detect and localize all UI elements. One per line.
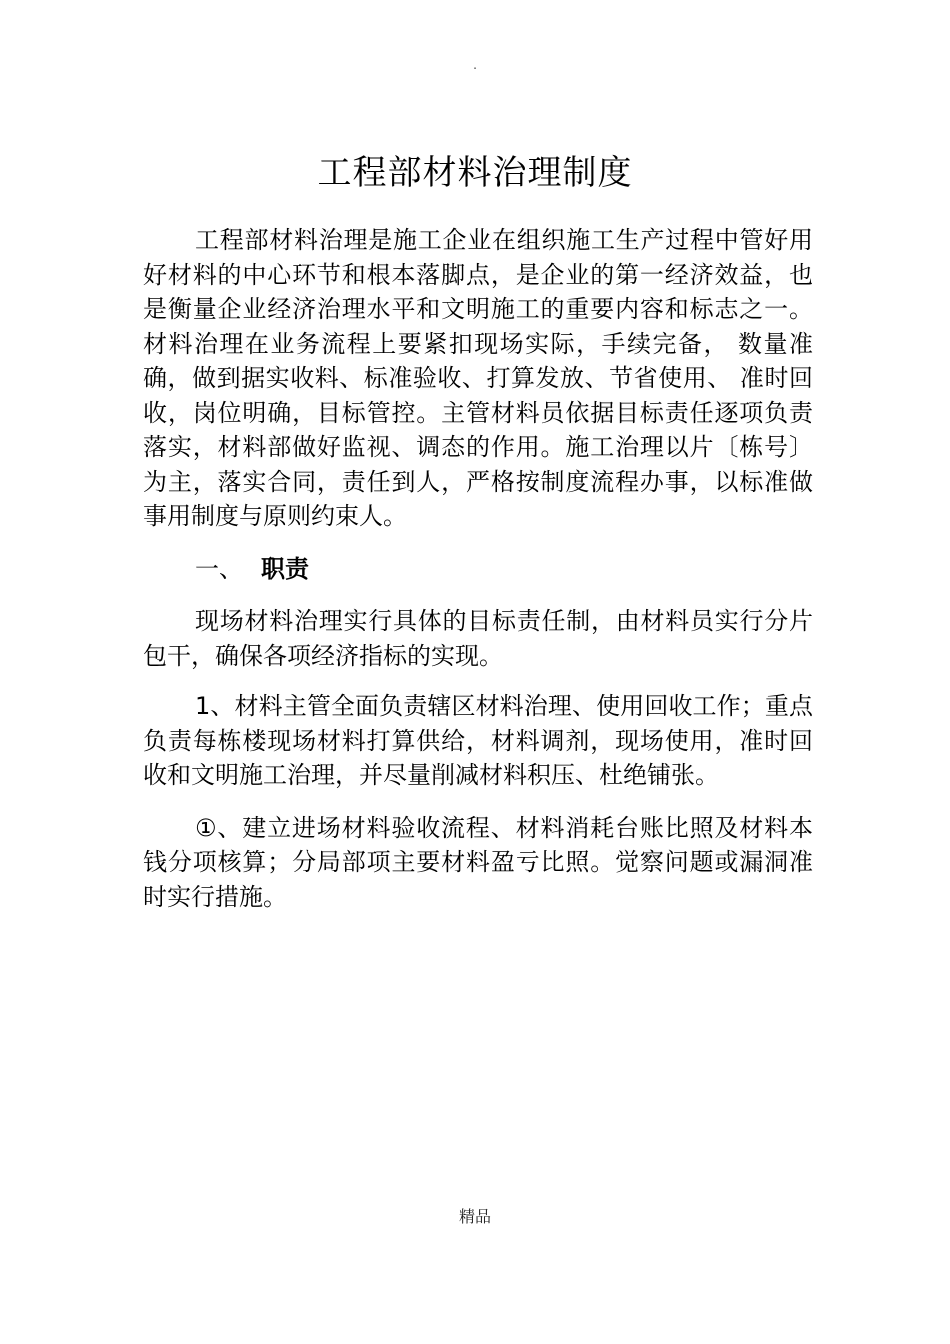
document-body — [143, 223, 813, 914]
document-title: 工程部材料治理制度 — [317, 153, 633, 193]
intro-paragraph: 工程部材料治理是施工企业在组织施工生产过程中管好用好材料的中心环节和根本落脚点，是企业的第一经济效益，也是衡量企业经济治理水平和文明施工的重要内容和标志之一。材料治理在业务流程上要紧扣现场实际，手续完备， 数量准确，做到据实收料、标准验收、打算发放、节省使用、 准时回收，岗位明确，目标管控。主管材料员依据目标责任逐项负责落实，材料部做好监视、调态的作用。施工治理以片〔栋号〕为主，落实合同，责任到人，严格按制度流程办事，以标准做事用制度与原则约束人。 — [143, 226, 813, 530]
footer-label: 精品 — [458, 1207, 491, 1226]
section-number: 一、 — [195, 554, 243, 583]
section-title: 职责 — [261, 554, 309, 583]
sub-item-paragraph: ①、建立进场材料验收流程、材料消耗台账比照及材料本钱分项核算；分局部项主要材料盈亏比照。觉察问题或漏洞准时实行措施。 — [143, 813, 813, 911]
section-intro-paragraph: 现场材料治理实行具体的目标责任制，由材料员实行分片包干，确保各项经济指标的实现。 — [143, 607, 813, 670]
section-heading — [143, 552, 813, 587]
header-mark: . — [473, 58, 477, 72]
item-paragraph: 1、材料主管全面负责辖区材料治理、使用回收工作；重点负责每栋楼现场材料打算供给，材料调剂，现场使用，准时回收和文明施工治理，并尽量削减材料积压、杜绝铺张。 — [143, 692, 813, 789]
